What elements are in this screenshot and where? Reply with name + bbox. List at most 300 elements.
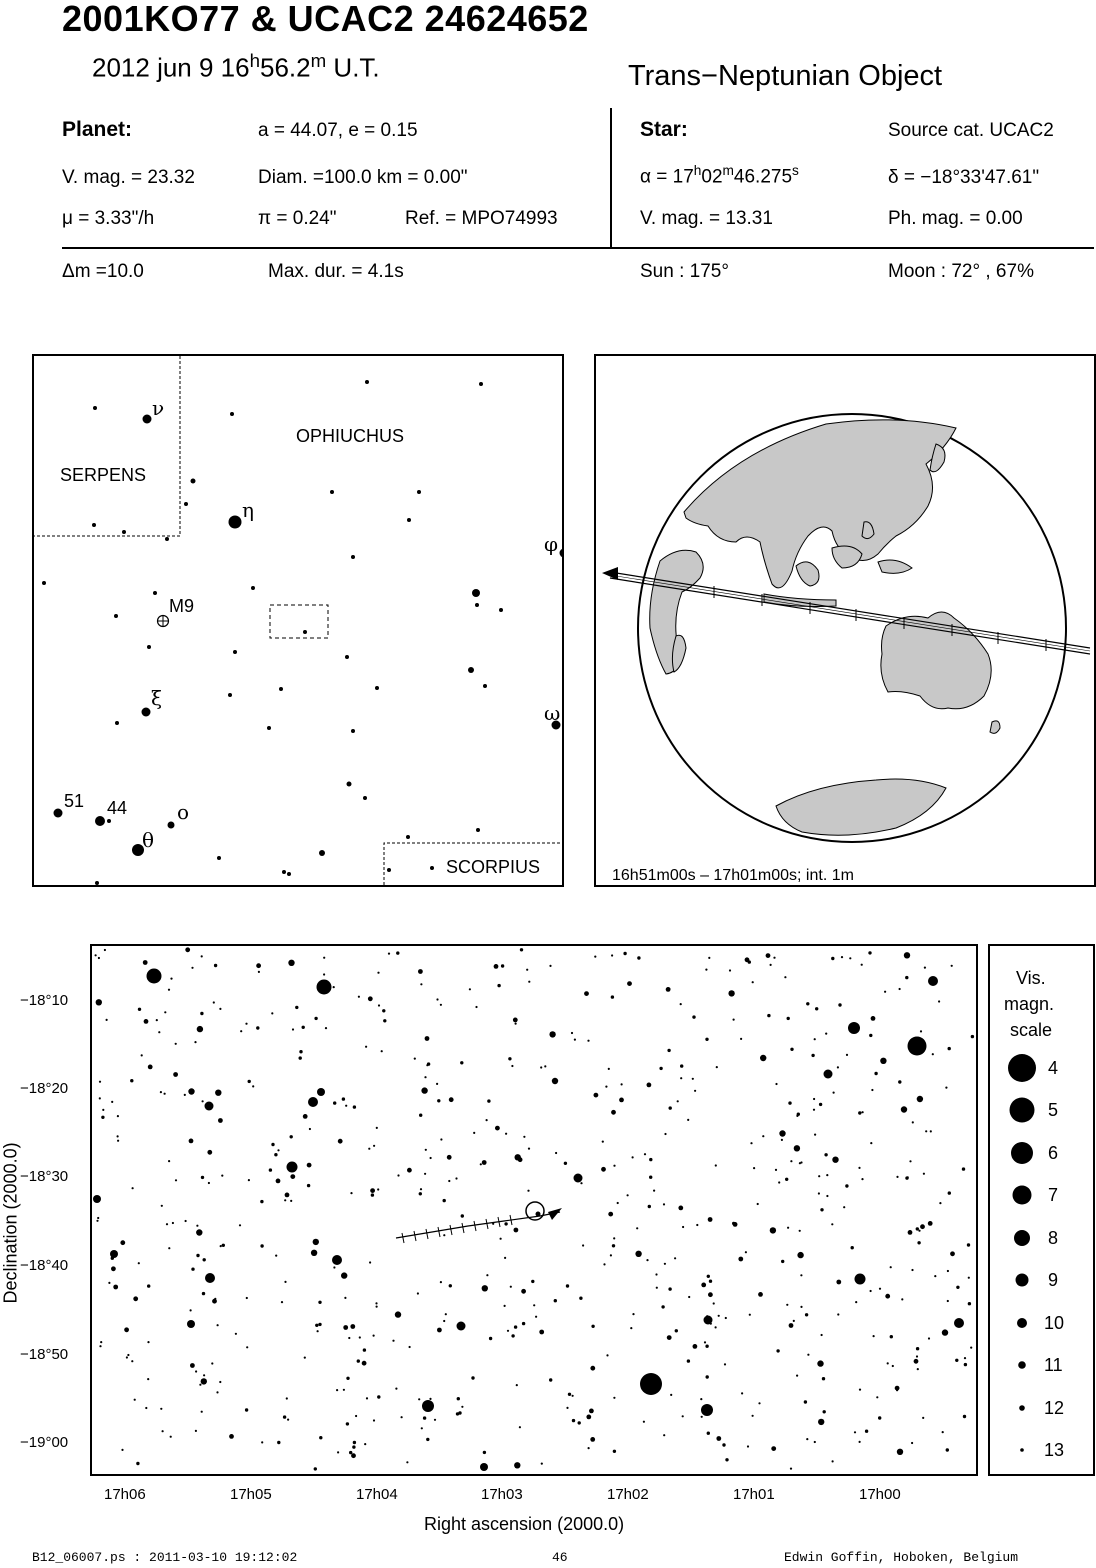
field-star [668,1287,671,1290]
field-star [346,1377,349,1380]
field-star [239,1224,241,1226]
field-star [131,1360,133,1362]
field-star [659,1067,662,1070]
field-star [945,1087,947,1089]
field-star [160,1091,162,1093]
field-star [138,1008,141,1011]
field-star [917,1096,923,1102]
field-star [482,1285,488,1291]
field-star [947,1270,949,1272]
field-star [421,1427,423,1429]
field-star [878,1416,881,1419]
field-star [708,1292,713,1297]
starfield-area-box [270,605,328,638]
field-star [971,1035,974,1038]
field-star [920,1030,922,1032]
field-star [868,951,871,954]
field-star [871,1016,876,1021]
field-star [220,1245,222,1247]
field-star [901,1106,907,1112]
planet-track [396,1212,560,1238]
field-star [99,1081,101,1083]
field-star [855,1301,857,1303]
field-star [134,1399,136,1401]
field-star [217,1324,219,1326]
field-star [938,1000,940,1002]
field-star [349,1451,352,1454]
field-star [930,1130,932,1132]
field-star [345,1105,347,1107]
field-star [586,1415,591,1420]
field-star [195,1370,197,1372]
field-star [741,1392,743,1394]
field-star [494,964,499,969]
field-star [426,1438,429,1441]
field-star [190,1309,192,1311]
field-star [276,1179,281,1184]
field-star [407,1168,412,1173]
field-star [124,1327,129,1332]
field-star [708,1217,713,1222]
field-star [928,1337,930,1339]
field-star [104,949,106,951]
field-star [363,1348,366,1351]
field-star [918,1230,920,1232]
field-star [793,1320,795,1322]
field-star [214,964,217,967]
field-star [916,1347,919,1350]
field-star [705,969,707,971]
field-star [337,1451,339,1453]
field-star [632,1156,634,1158]
starfield-chart [90,944,978,1476]
field-star [716,1436,721,1441]
field-star [248,1179,250,1181]
planet-parallax: π = 0.24" [258,208,337,229]
field-star [745,957,750,962]
field-star [846,1054,848,1056]
field-star [514,1228,519,1233]
field-star [778,1181,780,1183]
field-star [897,1449,903,1455]
field-star [295,1006,298,1009]
field-star [344,1297,346,1299]
field-star [456,1412,459,1415]
field-star [145,1407,147,1409]
field-star [700,1398,702,1400]
field-star [770,964,772,966]
field-star [787,1227,789,1229]
field-star [821,1334,823,1336]
label-nu: ν [152,396,165,420]
star-dec: δ = −18°33'47.61" [888,167,1040,188]
field-star [318,1323,321,1326]
field-star [424,1173,426,1175]
field-star [535,1316,537,1318]
field-star [664,1133,666,1135]
field-star [968,1302,971,1305]
legend-title-line: Vis. [1016,968,1046,988]
field-star [566,1407,568,1409]
field-star [132,1187,134,1189]
field-star [325,1027,327,1029]
field-star [678,1206,683,1211]
field-star [333,1101,336,1104]
field-star [554,1299,557,1302]
globe-svg [596,356,1094,885]
legend-mag-label: 10 [1044,1313,1065,1333]
field-star [587,1040,589,1042]
field-star [849,957,851,959]
field-star [682,1226,684,1228]
field-star [515,1023,517,1025]
field-star [519,1426,521,1428]
field-star [189,1139,194,1144]
field-star [504,1257,506,1259]
field-star [590,1437,595,1442]
footer-author: Edwin Goffin, Hoboken, Belgium [784,1550,1019,1565]
field-star [635,1251,641,1257]
field-star [811,1054,814,1057]
boundary-serpens [34,356,180,536]
field-star [858,1167,860,1169]
field-star [771,1446,776,1451]
field-star [341,1272,347,1278]
field-star [314,1017,317,1020]
field-star [831,1223,833,1225]
field-star [610,1254,612,1256]
field-star [826,1174,828,1176]
field-star [541,1463,543,1465]
field-star [317,1330,319,1332]
field-star [277,1441,280,1444]
label-51: 51 [64,791,85,811]
field-star [887,1362,889,1364]
field-star [942,1431,944,1433]
planet-motion: μ = 3.33"/h [62,208,155,229]
globe-panel [594,354,1096,887]
field-star [222,1244,225,1247]
field-star [486,1119,488,1121]
field-star [701,1283,706,1288]
legend-mag-label: 9 [1048,1270,1059,1290]
field-star [838,1003,841,1006]
field-star [794,1145,800,1151]
field-star [303,1114,308,1119]
label-eta: η [242,498,254,522]
field-star [486,1274,488,1276]
field-star [962,1167,965,1170]
field-star [299,1056,302,1059]
field-star [219,1008,221,1010]
field-star [688,1296,690,1298]
field-star [285,1193,290,1198]
field-star [934,1275,936,1277]
field-star [832,1157,838,1163]
field-star [521,1289,526,1294]
field-star [113,1285,118,1290]
field-star [443,1320,445,1322]
field-star [513,1018,518,1023]
field-star [758,1292,763,1297]
field-star [302,1026,305,1029]
field-star [376,1127,378,1129]
field-star [750,1142,752,1144]
field-star [914,1359,919,1364]
field-star [775,1169,777,1171]
field-star [916,1355,918,1357]
field-star [539,1330,544,1335]
field-star [549,1378,552,1381]
field-star [252,1085,254,1087]
field-star [540,1066,542,1068]
field-star [752,1415,754,1417]
field-star [395,1311,401,1317]
field-star [564,1162,567,1165]
legend-mag-label: 4 [1048,1058,1059,1078]
field-star [876,1396,878,1398]
field-star [314,1467,317,1470]
field-star [409,1346,411,1348]
field-star [752,981,754,983]
field-star [336,1389,338,1391]
field-star [680,1077,682,1079]
field-star [166,1223,168,1225]
field-star [601,1167,606,1172]
field-star [674,1257,676,1259]
field-star [355,1415,357,1417]
field-star [366,1397,368,1399]
field-star [352,1445,355,1448]
field-star [947,1300,949,1302]
field-star [489,1337,492,1340]
field-star [680,1003,682,1005]
field-star [290,1135,293,1138]
field-star [338,1139,343,1144]
field-star [566,1284,569,1287]
field-star [648,1205,651,1208]
field-star [483,1451,486,1454]
field-star [896,1389,898,1391]
field-star [908,1230,913,1235]
field-star [800,1274,802,1276]
field-star [288,960,294,966]
field-star [111,1266,116,1271]
field-star [96,1220,98,1222]
field-star [196,1229,202,1235]
field-star [814,1134,816,1136]
ra-tick-label: 17h01 [733,1486,775,1503]
planet-diameter: Diam. =100.0 km = 0.00" [258,167,468,188]
field-star [797,1113,800,1116]
field-star [729,969,731,971]
field-star [235,1333,237,1335]
field-star [121,1449,123,1451]
field-star [359,1336,361,1338]
field-star [511,1065,513,1067]
label-phi: φ [544,532,559,556]
star-phmag: Ph. mag. = 0.00 [888,208,1023,229]
field-star [419,1114,422,1117]
field-star [942,1329,948,1335]
field-star [747,1445,749,1447]
field-star [449,1284,452,1287]
field-star [708,957,710,959]
field-star [99,1097,101,1099]
field-star [443,1234,445,1236]
field-star [531,1280,534,1283]
field-star [290,1174,295,1179]
field-star [373,1419,375,1421]
field-star [290,1200,292,1202]
field-star [523,1136,525,1138]
field-star [211,1362,213,1364]
field-star [749,1314,751,1316]
field-star [425,1149,427,1151]
field-star [201,955,203,957]
field-star [173,1072,178,1077]
field-star [147,1341,149,1343]
field-star [967,1243,970,1246]
field-star [753,1167,755,1169]
header-rule [62,247,1094,249]
field-star [229,1434,234,1439]
field-star [796,1375,798,1377]
dec-tick-label: −18°50 [20,1346,69,1363]
field-star [364,1443,366,1445]
star-source: Source cat. UCAC2 [888,120,1054,141]
field-star [245,1023,247,1025]
field-star [127,1354,129,1356]
field-star [203,1258,206,1261]
field-star [500,1238,502,1240]
field-star [101,1116,104,1119]
field-star [669,1106,672,1109]
field-star [430,1157,432,1159]
field-star [307,1184,310,1187]
y-axis-label: Declination (2000.0) [0,1142,21,1304]
field-star [907,1176,909,1178]
field-star [98,957,100,959]
field-star [375,1302,377,1304]
field-star [627,1194,629,1196]
field-star [725,1458,728,1461]
label-theta: θ [142,828,155,852]
field-star [948,1191,951,1194]
field-star [424,1076,426,1078]
field-star [613,1450,616,1453]
field-star [606,1354,608,1356]
field-star [482,1160,487,1165]
field-star [343,1389,345,1391]
field-star [508,1057,511,1060]
field-star [333,986,335,988]
ra-tick-label: 17h02 [607,1486,649,1503]
legend-title-line: magn. [1004,994,1055,1014]
field-star [813,1109,815,1111]
field-star [175,1179,177,1181]
field-star [904,952,910,958]
field-star [395,1388,397,1390]
field-star [261,1441,263,1443]
label-serpens: SERPENS [60,465,147,485]
field-star [818,1175,820,1177]
field-star [381,1050,383,1052]
field-star [333,1266,335,1268]
field-star [955,1359,958,1362]
field-star [348,1337,350,1339]
field-star [377,972,379,974]
field-star [492,1223,494,1225]
field-star [378,1004,380,1006]
field-star [274,1153,277,1156]
field-star [370,1188,375,1193]
field-star [677,1100,679,1102]
field-star [588,1447,590,1449]
legend-mag-label: 13 [1044,1440,1065,1460]
field-star [527,1190,529,1192]
field-star [164,1093,166,1095]
field-star [909,1160,911,1162]
field-star [191,1268,194,1271]
field-star [589,1409,594,1414]
field-star [851,1246,854,1249]
field-star [682,1415,684,1417]
field-star [469,988,471,990]
field-star [758,1402,760,1404]
field-star [371,1193,374,1196]
field-star [836,1280,841,1285]
field-star [905,976,908,979]
field-star [168,989,170,991]
field-star [612,1244,615,1247]
field-star [423,1416,426,1419]
field-star [138,1262,140,1264]
field-star [869,1034,872,1037]
field-star [373,1335,375,1337]
field-star [396,951,399,954]
field-star [692,1015,695,1018]
field-star [837,1066,839,1068]
moon-elongation: Moon : 72° , 67% [888,261,1034,282]
field-star [323,973,325,975]
field-star [920,1224,925,1229]
field-star [649,1176,652,1179]
field-star [767,1014,770,1017]
field-star [287,1419,289,1421]
field-star [925,1130,927,1132]
field-star [799,1230,801,1232]
footer-page: 46 [552,1550,568,1565]
field-star [822,1377,825,1380]
field-star [619,1098,624,1103]
field-star [647,1083,652,1088]
field-star [246,1346,248,1348]
field-star [880,1058,886,1064]
field-star [602,1141,604,1143]
event-datetime: 2012 jun 9 16$^h$56.2$^m$ U.T. [92,50,380,83]
field-star [584,991,589,996]
field-star [813,1098,815,1100]
field-star [781,1139,783,1141]
field-star [377,1188,379,1190]
field-star [644,1153,646,1155]
field-star [627,981,632,986]
sun-elongation: Sun : 175° [640,261,729,282]
field-star [318,1301,321,1304]
field-star [917,1368,919,1370]
field-star [533,1304,535,1306]
